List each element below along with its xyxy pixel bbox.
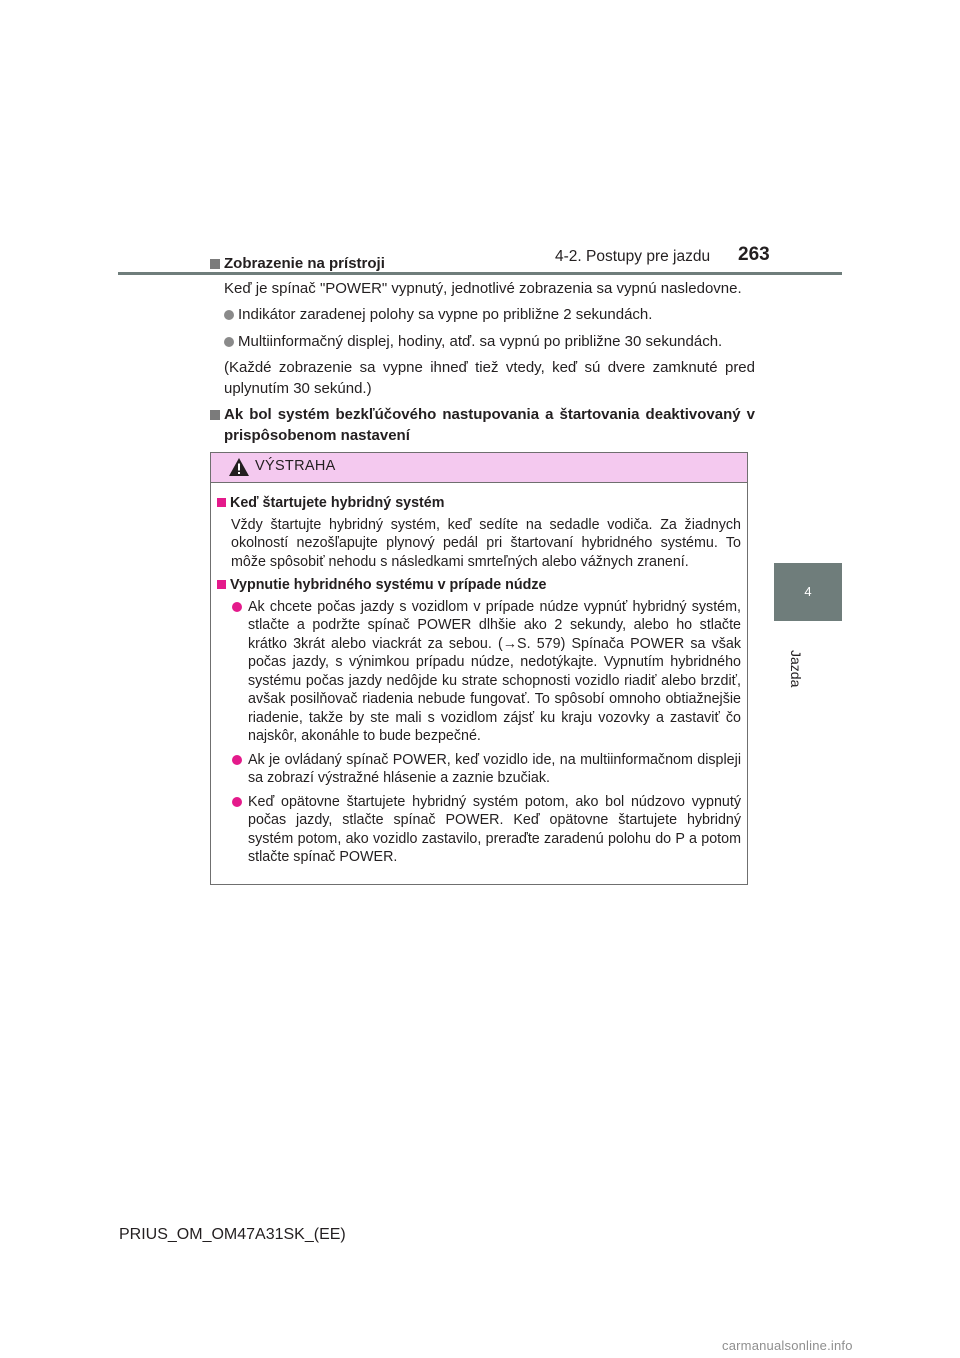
list-item: Ak je ovládaný spínač POWER, keď vozidlo ide, na multiinformačnom displeji sa zobrazí výstražné hlásenie a zaznie bzučiak. — [217, 751, 741, 788]
section-heading: Zobrazenie na prístroji — [210, 254, 755, 275]
round-bullet-icon — [232, 755, 242, 765]
round-bullet-icon — [224, 310, 234, 320]
warning-triangle-icon — [228, 457, 250, 477]
footer-document-code: PRIUS_OM_OM47A31SK_(EE) — [119, 1226, 346, 1243]
square-bullet-icon — [217, 498, 226, 507]
square-bullet-icon — [210, 410, 220, 420]
warning-block-heading: Keď štartujete hybridný systém — [217, 494, 741, 513]
round-bullet-icon — [232, 602, 242, 612]
section-note: (Každé zobrazenie sa vypne ihneď tiež vtedy, keď sú dvere zamknuté pred uplynutím 30 sekúnd.) — [224, 359, 755, 397]
list-item: Keď opätovne štartujete hybridný systém potom, ako bol núdzovo vypnutý počas jazdy, stlačte spínač POWER. Keď opätovne štartujete hybridný systém potom, ako vozidlo zastavilo, preraďte zaradenú polohu do P a potom stlačte spínač POWER. — [217, 793, 741, 867]
main-content — [210, 254, 755, 475]
chapter-number: 4 — [804, 584, 812, 599]
warning-body — [211, 483, 747, 867]
warning-block-text: Vždy štartujte hybridný systém, keď sedíte na sedadle vodiča. Za žiadnych okolností nezošľapujte plynový pedál pri štartovaní hybridného systému. To môže spôsobiť nehodu s následkami smrteľných alebo vážnych zranení. — [231, 516, 741, 570]
list-item: Multiinformačný displej, hodiny, atď. sa vypnú po približne 30 sekundách. — [210, 332, 755, 353]
list-item: Indikátor zaradenej polohy sa vypne po približne 2 sekundách. — [210, 305, 755, 326]
list-item: Ak chcete počas jazdy s vozidlom v prípade núdze vypnúť hybridný systém, stlačte a podržte spínač POWER dlhšie ako 2 sekundy, alebo ho stlačte krátko 3krát alebo viackrát za sebou. (→S. 579) Spínača POWER sa však počas jazdy, s výnimkou prípadu núdze, nedotýkajte. Vypnutím hybridného systému počas jazdy nedôjde ku strate schopnosti vozidlo riadiť alebo brzdiť, avšak posilňovač riadenia nebude fungovať. To spôsobí omnoho obtiažnejšie riadenie, takže by ste mali s vozidlom zájsť ku kraju vozovky a zastaviť čo najskôr, akonáhle to bude bezpečné. — [217, 598, 741, 746]
header-section-title: 4-2. Postupy pre jazdu — [555, 248, 711, 265]
round-bullet-icon — [224, 337, 234, 347]
square-bullet-icon — [217, 580, 226, 589]
round-bullet-icon — [232, 797, 242, 807]
warning-block-heading: Vypnutie hybridného systému v prípade núdze — [217, 576, 741, 595]
square-bullet-icon — [210, 259, 220, 269]
section-intro: Keď je spínač "POWER" vypnutý, jednotlivé zobrazenia sa vypnú nasledovne. — [224, 279, 742, 297]
warning-header — [211, 453, 747, 483]
chapter-tab — [774, 563, 842, 621]
page-number: 263 — [738, 244, 770, 265]
watermark: carmanualsonline.info — [722, 1338, 853, 1353]
chapter-label: Jazda — [788, 650, 804, 688]
warning-title: VÝSTRAHA — [255, 458, 336, 474]
warning-box — [210, 452, 748, 885]
section-heading: Ak bol systém bezkľúčového nastupovania a štartovania deaktivovaný v prispôsobenom nastavení — [210, 405, 755, 446]
